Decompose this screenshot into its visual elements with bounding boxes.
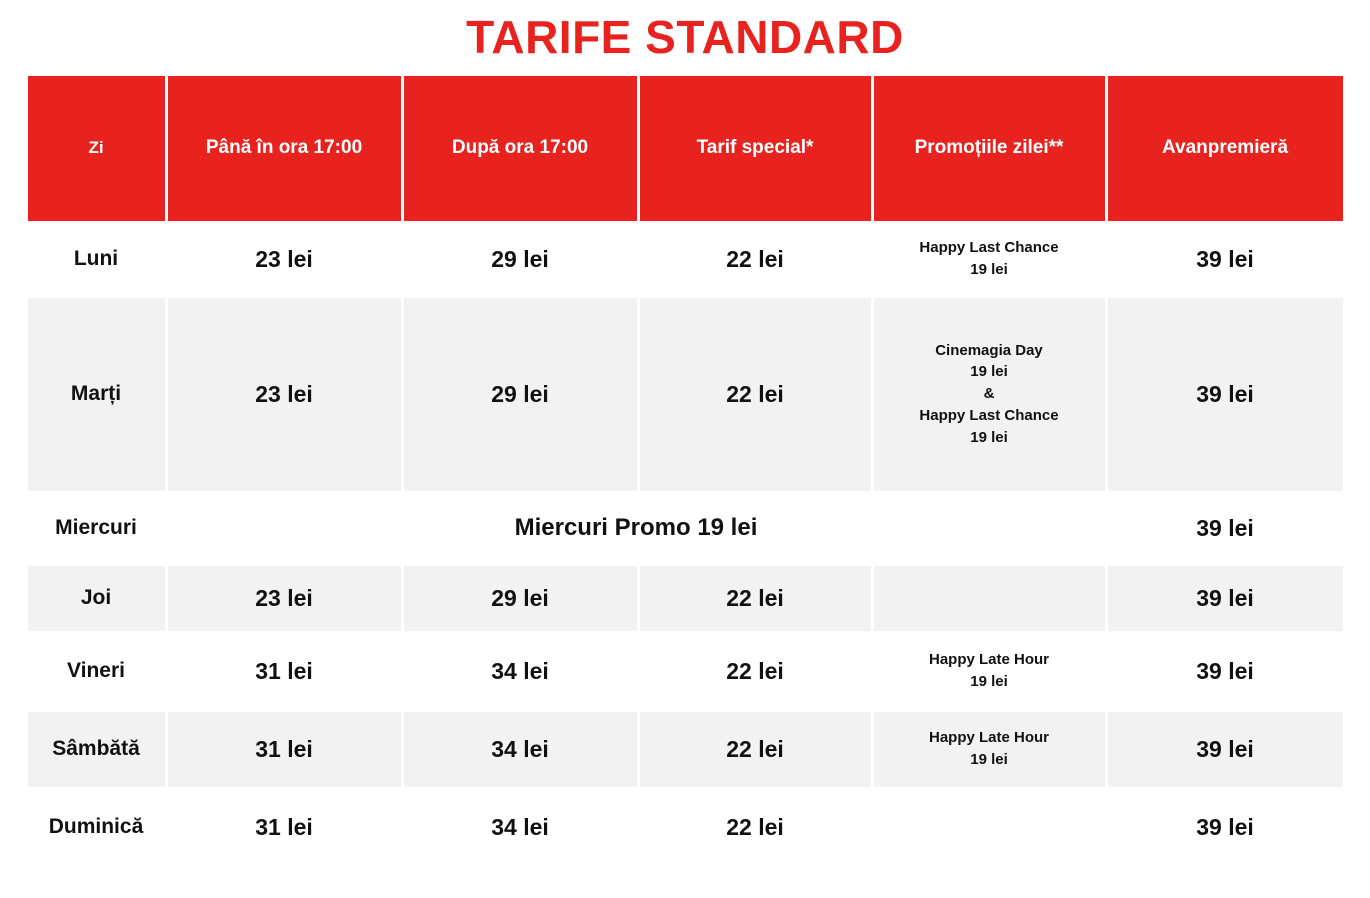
- table-header: [26, 74, 1344, 222]
- cell-before-17: 23 lei: [166, 296, 402, 492]
- cell-day: Duminică: [26, 788, 166, 866]
- cell-after-17: 29 lei: [402, 222, 638, 296]
- cell-daily-promo: [872, 564, 1106, 632]
- cell-preview: 39 lei: [1106, 564, 1344, 632]
- cell-after-17: 29 lei: [402, 296, 638, 492]
- cell-special-rate: 22 lei: [638, 296, 872, 492]
- cell-before-17: 23 lei: [166, 564, 402, 632]
- cell-special-rate: 22 lei: [638, 632, 872, 710]
- column-header-day: Zi: [26, 74, 166, 222]
- cell-after-17: 29 lei: [402, 564, 638, 632]
- cell-preview: 39 lei: [1106, 788, 1344, 866]
- cell-before-17: 31 lei: [166, 710, 402, 788]
- cell-daily-promo: Cinemagia Day 19 lei & Happy Last Chance 19 lei: [872, 296, 1106, 492]
- table-row: [26, 492, 1344, 564]
- header-row: [26, 74, 1344, 222]
- cell-day: Marți: [26, 296, 166, 492]
- cell-preview: 39 lei: [1106, 296, 1344, 492]
- page-title: TARIFE STANDARD: [466, 11, 904, 63]
- cell-special-rate: 22 lei: [638, 788, 872, 866]
- cell-after-17: 34 lei: [402, 632, 638, 710]
- cell-special-rate: 22 lei: [638, 564, 872, 632]
- cell-daily-promo: Happy Late Hour 19 lei: [872, 632, 1106, 710]
- cell-after-17: 34 lei: [402, 788, 638, 866]
- cell-daily-promo: Happy Late Hour 19 lei: [872, 710, 1106, 788]
- column-header-after-17: După ora 17:00: [402, 74, 638, 222]
- table-body: [26, 222, 1344, 866]
- cell-day: Sâmbătă: [26, 710, 166, 788]
- cell-preview: 39 lei: [1106, 632, 1344, 710]
- table-row: [26, 296, 1344, 492]
- table-row: [26, 222, 1344, 296]
- cell-merged-promo: Miercuri Promo 19 lei: [166, 492, 1106, 564]
- cell-before-17: 23 lei: [166, 222, 402, 296]
- column-header-daily-promos: Promoțiile zilei**: [872, 74, 1106, 222]
- standard-rates-table: [25, 73, 1346, 868]
- cell-before-17: 31 lei: [166, 788, 402, 866]
- cell-day: Luni: [26, 222, 166, 296]
- table-row: [26, 710, 1344, 788]
- cell-day: Vineri: [26, 632, 166, 710]
- cell-daily-promo: [872, 788, 1106, 866]
- cell-daily-promo: Happy Last Chance 19 lei: [872, 222, 1106, 296]
- cell-after-17: 34 lei: [402, 710, 638, 788]
- cell-special-rate: 22 lei: [638, 222, 872, 296]
- cell-day: Miercuri: [26, 492, 166, 564]
- cell-before-17: 31 lei: [166, 632, 402, 710]
- cell-day: Joi: [26, 564, 166, 632]
- column-header-special-rate: Tarif special*: [638, 74, 872, 222]
- column-header-before-17: Până în ora 17:00: [166, 74, 402, 222]
- cell-preview: 39 lei: [1106, 710, 1344, 788]
- table-row: [26, 632, 1344, 710]
- cell-preview: 39 lei: [1106, 222, 1344, 296]
- column-header-preview: Avanpremieră: [1106, 74, 1344, 222]
- cell-special-rate: 22 lei: [638, 710, 872, 788]
- table-row: [26, 788, 1344, 866]
- table-row: [26, 564, 1344, 632]
- cell-preview: 39 lei: [1106, 492, 1344, 564]
